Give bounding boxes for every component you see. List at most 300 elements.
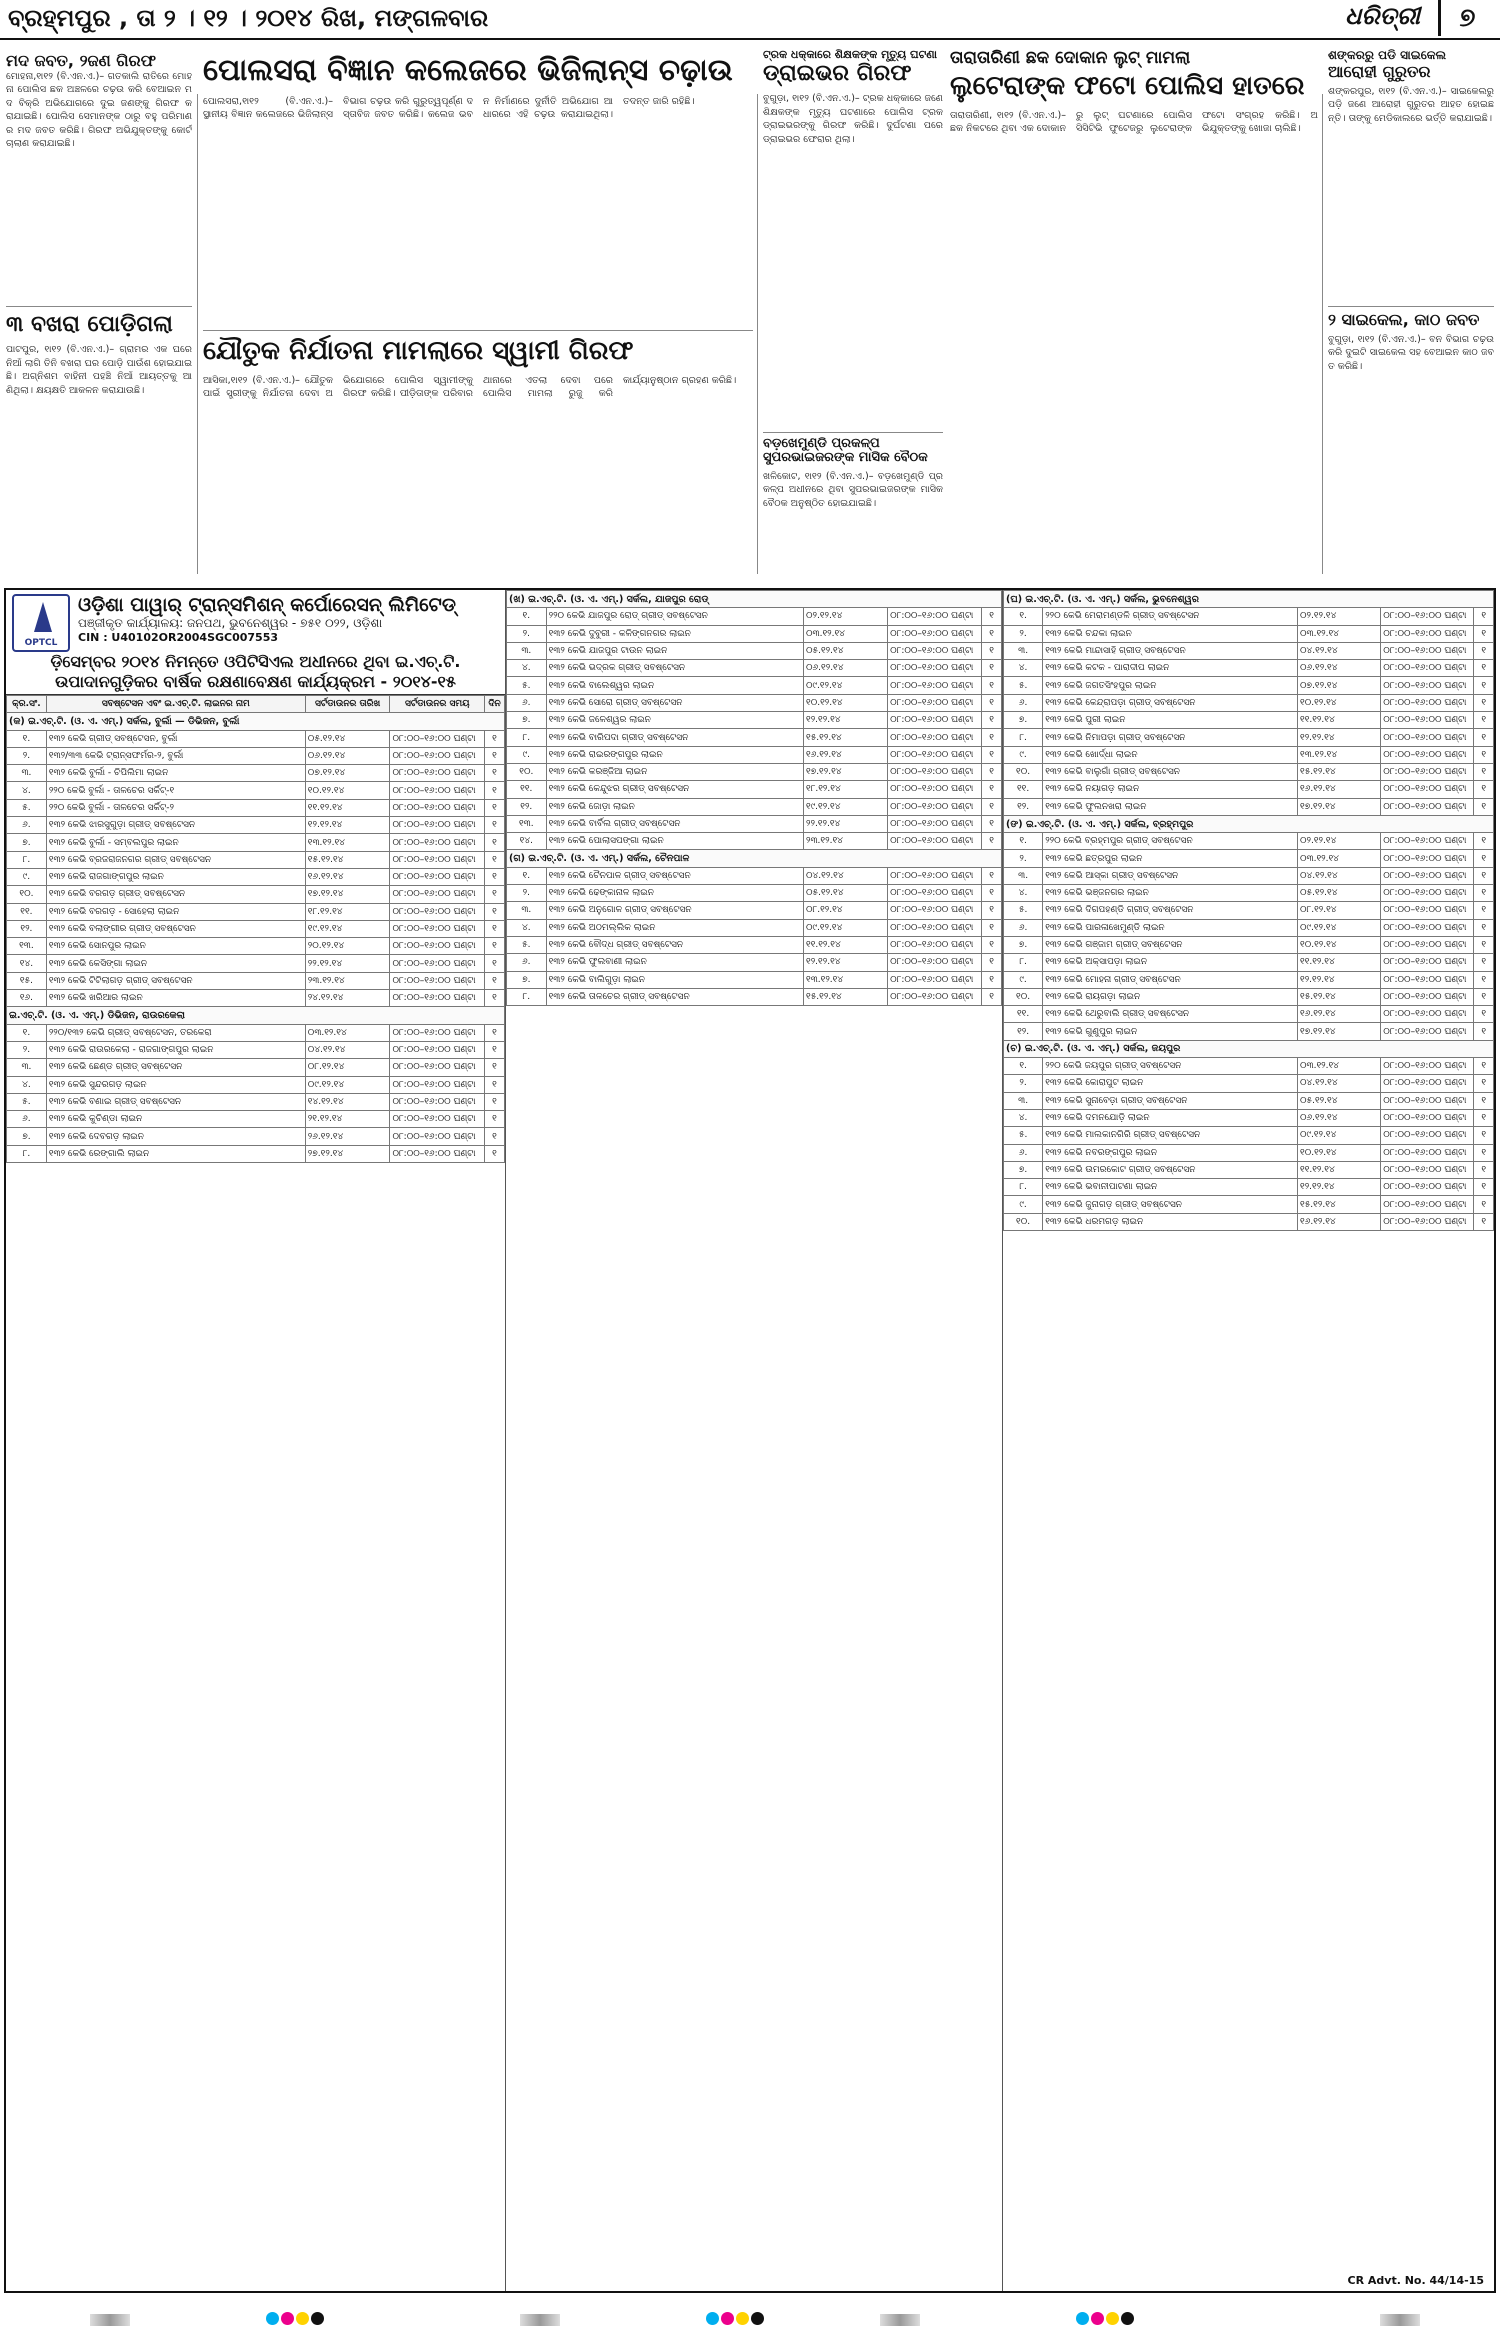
table-cell: ୦୬.୧୨.୧୪ [804,660,888,677]
table-cell: ୨. [1004,850,1043,867]
table-cell: ୦୮:୦୦–୧୬:୦୦ ଘଣ୍ଟା [888,729,982,746]
table-cell: ୦୮:୦୦–୧୬:୦୦ ଘଣ୍ଟା [1381,694,1474,711]
table-cell: ୦୮:୦୦–୧୬:୦୦ ଘଣ୍ଟା [888,885,982,902]
table-cell: ୧ [485,730,505,747]
table-cell: ୧ [485,1076,505,1093]
table-cell: ୧୩. [507,815,547,832]
article-headline: ମଦ ଜବତ, ୨ଜଣ ଗିରଫ [6,52,157,70]
table-cell: ୦୮:୦୦–୧୬:୦୦ ଘଣ୍ଟା [1381,1179,1474,1196]
table-cell: ୧୫. [7,972,47,989]
table-cell: ୧୩୨ କେଭି ବାଲେଶ୍ୱର ଲାଇନ [546,677,803,694]
table-cell: ୭. [507,971,547,988]
table-cell: ୦୮:୦୦–୧୬:୦୦ ଘଣ୍ଟା [390,972,485,989]
table-row [1004,902,1494,919]
table-cell: ୧ [982,608,1002,625]
table-cell: ୨୧.୧୨.୧୪ [305,1111,390,1128]
table-cell: ୦୬.୧୨.୧୪ [305,747,390,764]
table-cell: ୧୩.୧୨.୧୪ [305,834,390,851]
table-cell: ୧୩୨ କେଭି ଅନୁଗୋଳ ଗ୍ରୀଡ୍ ସବଷ୍ଟେସନ [546,902,803,919]
table-cell: ୦୮:୦୦–୧୬:୦୦ ଘଣ୍ଟା [390,765,485,782]
table-cell: ୦୫.୧୨.୧୪ [1298,1092,1381,1109]
table-cell: ୧ [1474,936,1494,953]
table-row [1004,694,1494,711]
table-row [1004,1075,1494,1092]
table-row [1004,1023,1494,1040]
table-cell: ୧୩୨ କେଭି ମାଲକାନଗିରି ଗ୍ରୀଡ୍ ସବଷ୍ଟେସନ [1043,1127,1298,1144]
table-cell: ୦୮:୦୦–୧୬:୦୦ ଘଣ୍ଟା [390,1076,485,1093]
table-row [1004,1092,1494,1109]
table-row [1004,1109,1494,1126]
table-cell: ୦୮:୦୦–୧୬:୦୦ ଘଣ୍ଟା [390,1145,485,1162]
table-cell: ୧୧. [1004,1006,1043,1023]
table-cell: ୧ [1474,712,1494,729]
table-cell: ୧. [1004,608,1043,625]
table-cell: ୭. [507,712,547,729]
article-cyclist-injured [1328,48,1494,298]
table-cell: ୧୯.୧୨.୧୪ [804,798,888,815]
table-row [507,936,1002,953]
table-cell: ୧୦. [1004,763,1043,780]
table-cell: ୦୪.୧୨.୧୪ [804,867,888,884]
table-cell: ୧୩୨ କେଭି କେନ୍ଦ୍ରାପଡ଼ା ଗ୍ରୀଡ୍ ସବଷ୍ଟେସନ [1043,694,1298,711]
table-cell: ୯. [1004,971,1043,988]
table-row [7,938,505,955]
table-header-cell: ସବଷ୍ଟେସନ ଏବଂ ଇ.ଏଚ୍.ଟି. ଲାଇନର ନାମ [46,696,305,713]
table-row [1004,885,1494,902]
table-cell: ୪. [507,660,547,677]
ad-column-2 [506,590,1003,2291]
article-headline: ୩ ବଖରା ପୋଡ଼ିଗଲା [6,312,173,337]
page-number: ୭ [1438,0,1494,36]
table-cell: ୦୮:୦୦–୧୬:୦୦ ଘଣ୍ଟା [888,642,982,659]
table-cell: ୦୮:୦୦–୧୬:୦୦ ଘଣ୍ଟା [1381,936,1474,953]
table-cell: ୦୮:୦୦–୧୬:୦୦ ଘଣ୍ଟା [888,694,982,711]
table-cell: ୨୨.୧୨.୧୪ [804,815,888,832]
table-cell: ୧୧. [7,903,47,920]
table-cell: ୩. [1004,1092,1043,1109]
news-section [0,44,1500,584]
table-cell: ୧୩୨ କେଭି ରେଙ୍ଗାଲି ଲାଇନ [46,1145,305,1162]
gray-bar [90,2314,130,2326]
table-cell: ୧୦.୧୨.୧୪ [305,782,390,799]
table-cell: (ଗ) ଇ.ଏଚ୍.ଟି. (ଓ. ଏ. ଏମ୍.) ସର୍କଲ, ଚୈନପାଳ [507,850,1002,867]
table-cell: ୨. [507,625,547,642]
table-cell: ୧ [1474,642,1494,659]
table-cell: ୧ [1474,867,1494,884]
table-cell: ୭. [1004,1161,1043,1178]
table-cell: ୧ [1474,885,1494,902]
table-cell: ୦୮:୦୦–୧୬:୦୦ ଘଣ୍ଟା [390,1059,485,1076]
table-cell: ୧୬.୧୨.୧୪ [1298,1006,1381,1023]
table-cell: ୨. [7,1041,47,1058]
table-cell: ୧ [485,1059,505,1076]
table-row [1004,642,1494,659]
table-cell: ୧୫.୧୨.୧୪ [1298,1196,1381,1213]
article-liquor-seized [6,52,192,292]
table-row [1004,1179,1494,1196]
table-cell: ୧ [485,886,505,903]
table-cell: ୧ [982,798,1002,815]
table-row [7,782,505,799]
table-row [507,798,1002,815]
table-cell: ୦୩.୧୨.୧୪ [1298,625,1381,642]
table-cell: ୦୮.୧୨.୧୪ [1298,902,1381,919]
table-cell: ୧ [1474,1023,1494,1040]
table-cell: ୦୮:୦୦–୧୬:୦୦ ଘଣ୍ଟା [1381,902,1474,919]
table-cell: ୧୩.୧୨.୧୪ [804,971,888,988]
table-cell: ୧ [1474,694,1494,711]
table-row [1004,729,1494,746]
table-cell: ୧ [982,763,1002,780]
table-cell: ୭. [7,1128,47,1145]
table-row [1004,625,1494,642]
table-cell: ୧୩୨ କେଭି ଭବାନୀପାଟଣା ଲାଇନ [1043,1179,1298,1196]
table-cell: ୧୩୨ କେଭି ଜୁନାଗଡ଼ ଗ୍ରୀଡ୍ ସବଷ୍ଟେସନ [1043,1196,1298,1213]
table-cell: ୨୨୦/୧୩୨ କେଭି ଗ୍ରୀଡ୍ ସବଷ୍ଟେସନ, ତରକେରା [46,1024,305,1041]
table-row [507,763,1002,780]
table-cell: ୧ [485,1128,505,1145]
table-cell: ୧୫.୧୨.୧୪ [305,851,390,868]
section-row [507,850,1002,867]
table-cell: ୧୩୨ କେଭି କୋରାପୁଟ ଲାଇନ [1043,1075,1298,1092]
table-cell: ୦୮:୦୦–୧୬:୦୦ ଘଣ୍ଟା [390,903,485,920]
table-cell: (ଖ) ଇ.ଏଚ୍.ଟି. (ଓ. ଏ. ଏମ୍.) ସର୍କଲ, ଯାଜପୁର ରୋଡ୍ [507,591,1002,608]
table-cell: ୦୫.୧୨.୧୪ [305,730,390,747]
table-row [1004,919,1494,936]
table-cell: ୧ [1474,1196,1494,1213]
table-cell: ୧ [982,642,1002,659]
table-cell: ୧୬.୧୨.୧୪ [804,746,888,763]
table-cell: ୦୮:୦୦–୧୬:୦୦ ଘଣ୍ଟା [390,799,485,816]
table-cell: ୨୨୦ କେଭି ବୁର୍ଲା - ତାଳଚେର ସର୍କିଟ୍-୨ [46,799,305,816]
table-cell: ୧. [7,730,47,747]
table-header-cell: ସର୍ଟଡାଉନର ତାରିଖ [305,696,390,713]
article-dowry-case [203,330,753,580]
table-cell: ୦୮:୦୦–୧୬:୦୦ ଘଣ୍ଟା [1381,919,1474,936]
table-cell: ୦୮:୦୦–୧୬:୦୦ ଘଣ୍ଟା [888,919,982,936]
table-cell: (ଙ) ଇ.ଏଚ୍.ଟି. (ଓ. ଏ. ଏମ୍.) ସର୍କଲ, ବ୍ରହ୍ମପୁର [1004,815,1494,832]
table-cell: ୧ [1474,1127,1494,1144]
table-cell: ୨. [1004,1075,1043,1092]
table-cell: ୧୧.୧୨.୧୪ [1298,1161,1381,1178]
table-cell: ୬. [1004,919,1043,936]
table-cell: ୧୩୨ କେଭି କେନ୍ଦୁଝର ଗ୍ରୀଡ୍ ସବଷ୍ଟେସନ [546,781,803,798]
table-cell: ୧୫.୧୨.୧୪ [804,729,888,746]
table-cell: ୧ [485,868,505,885]
table-row [7,1128,505,1145]
table-cell: ୬. [507,694,547,711]
table-cell: ୧ [1474,677,1494,694]
table-row [7,747,505,764]
table-cell: ୧୭.୧୨.୧୪ [1298,798,1381,815]
table-row [507,867,1002,884]
table-cell: ୧ [485,1093,505,1110]
article-body: ବୁଗୁଡ଼ା, ୧ା୧୨ (ବି.ଏନ.ଏ.)– ଟ୍ରକ ଧକ୍କାରେ ଜଣେ ଶିକ୍ଷକଙ୍କ ମୃତ୍ୟୁ ଘଟଣାରେ ପୋଲିସ ଟ୍ରକ ଡ୍ରାଇଭରଙ୍କୁ ଗିରଫ କରିଛି। ଦୁର୍ଘଟଣା ପରେ ଡ୍ରାଇଭର ଫେରାର ଥିଲା। [763,93,943,145]
table-cell: ୧ [1474,625,1494,642]
table-row [1004,971,1494,988]
table-cell: ୦୨.୧୨.୧୪ [1298,608,1381,625]
table-header-cell: କ୍ର.ସଂ. [7,696,47,713]
table-cell: ୦୮:୦୦–୧୬:୦୦ ଘଣ୍ଟା [1381,833,1474,850]
table-cell: ୧୦. [7,886,47,903]
table-cell: ୦୮:୦୦–୧୬:୦୦ ଘଣ୍ଟା [1381,1161,1474,1178]
table-row [7,1111,505,1128]
table-row [507,746,1002,763]
table-cell: ୧୩୨ କେଭି କରଞ୍ଜିଆ ଲାଇନ [546,763,803,780]
table-cell: ୦୮:୦୦–୧୬:୦୦ ଘଣ୍ଟା [1381,712,1474,729]
table-cell: ୦୮:୦୦–୧୬:୦୦ ଘଣ୍ଟା [390,938,485,955]
table-cell: ୧୩୨ କେଭି କେସିଙ୍ଗା ଲାଇନ [46,955,305,972]
table-row [7,765,505,782]
table-cell: ୧୩୨ କେଭି ଉମରକୋଟ ଗ୍ରୀଡ୍ ସବଷ୍ଟେସନ [1043,1161,1298,1178]
table-cell: ୦୮:୦୦–୧୬:୦୦ ଘଣ୍ଟା [390,868,485,885]
table-cell: ୦୮:୦୦–୧୬:୦୦ ଘଣ୍ଟା [390,1093,485,1110]
table-cell: ୧୩୨ କେଭି ବରଗଡ଼ - ସୋହେଲା ଲାଇନ [46,903,305,920]
table-cell: ୧ [982,954,1002,971]
table-cell: ୧ [485,938,505,955]
table-cell: ୦୮:୦୦–୧୬:୦୦ ଘଣ୍ଟା [390,730,485,747]
table-cell: ୧୮.୧୨.୧୪ [804,781,888,798]
table-cell: ୧୩୨ କେଭି ସୁନାବେଡ଼ା ଗ୍ରୀଡ୍ ସବଷ୍ଟେସନ [1043,1092,1298,1109]
table-row [507,919,1002,936]
table-cell: ୧ [1474,746,1494,763]
article-body: ମୋହନା,୧ା୧୨ (ବି.ଏନ.ଏ.)– ଗତକାଲି ରାତିରେ ମୋହନା ପୋଲିସ ଛକ ଅଞ୍ଚଳରେ ଚଢ଼ଉ କରି ବେଆଇନ ମଦ ବିକ୍ରି ଅଭିଯୋଗରେ ଦୁଇ ଜଣଙ୍କୁ ଗିରଫ କରାଯାଇଛି। ପୋଲିସ ସେମାନଙ୍କ ଠାରୁ ବହୁ ପରିମାଣର ମଦ ଜବତ କରିଛି। ଗିରଫ ଅଭିଯୁକ୍ତଙ୍କୁ କୋର୍ଟ ଚାଲାଣ କରାଯାଇଛି। [6,70,192,150]
table-cell: ୧୩୨ କେଭି ବାର୍ବିଲ ଗ୍ରୀଡ୍ ସବଷ୍ଟେସନ [546,815,803,832]
table-cell: ୨୨୦ କେଭି ଯାଜପୁର ରୋଡ୍ ଗ୍ରୀଡ୍ ସବଷ୍ଟେସନ [546,608,803,625]
table-cell: ୧୩୨ କେଭି ଭଞ୍ଜନଗର ଲାଇନ [1043,885,1298,902]
table-cell: ୧୩୨ କେଭି ରାଇରଙ୍ଗପୁର ଲାଇନ [546,746,803,763]
table-cell: ୨୨୦ କେଭି ବୁର୍ଲା - ତାଳଚେର ସର୍କିଟ୍-୧ [46,782,305,799]
table-cell: ୦୬.୧୨.୧୪ [1298,660,1381,677]
table-cell: ୨୦.୧୨.୧୪ [305,938,390,955]
table-row [7,1093,505,1110]
table-cell: ୧୩୨ କେଭି ବୁର୍ଲା - ଚିପିଲିମା ଲାଇନ [46,765,305,782]
table-cell: ୧ [485,1145,505,1162]
table-row [1004,1213,1494,1230]
article-kicker: ଟ୍ରକ ଧକ୍କାରେ ଶିକ୍ଷକଙ୍କ ମୃତ୍ୟୁ ଘଟଣା [763,48,938,61]
table-cell: ୧. [1004,833,1043,850]
table-cell: ୦୮:୦୦–୧୬:୦୦ ଘଣ୍ଟା [888,971,982,988]
table-row [1004,833,1494,850]
table-cell: ୧୩୨ କେଭି ଧରମଗଡ଼ ଲାଇନ [1043,1213,1298,1230]
table-cell: ୫. [7,1093,47,1110]
table-cell: ୧ [982,677,1002,694]
section-row [507,591,1002,608]
table-cell: ୧ [1474,1092,1494,1109]
table-header-cell: ସର୍ଟଡାଉନର ସମୟ [390,696,485,713]
table-cell: ୧୩୨ କେଭି ପାରଳାଖେମୁଣ୍ଡି ଲାଇନ [1043,919,1298,936]
table-cell: ୦୮:୦୦–୧୬:୦୦ ଘଣ୍ଟା [390,1128,485,1145]
table-cell: ୬. [7,817,47,834]
table-cell: ୧୪. [7,955,47,972]
table-cell: ୧୩୨ କେଭି ମାନ୍ଦାସାହି ଗ୍ରୀଡ୍ ସବଷ୍ଟେସନ [1043,642,1298,659]
table-cell: ୧ [1474,763,1494,780]
optcl-logo [12,594,70,652]
table-cell: ୯. [507,746,547,763]
table-cell: ୨୭.୧୨.୧୪ [305,1145,390,1162]
table-cell: ୦୮:୦୦–୧୬:୦୦ ଘଣ୍ଟା [1381,763,1474,780]
table-cell: ୮. [7,1145,47,1162]
table-cell: ୫. [507,936,547,953]
table-cell: ୯. [1004,746,1043,763]
table-cell: ୧୩୨ କେଭି ସୋରୋ ଗ୍ରୀଡ୍ ସବଷ୍ଟେସନ [546,694,803,711]
table-cell: ୧୩୨ କେଭି ବଲାଙ୍ଗୀର ଗ୍ରୀଡ୍ ସବଷ୍ଟେସନ [46,920,305,937]
section-row [7,713,505,730]
table-cell: ୧୧. [507,781,547,798]
table-cell: ୧ [485,799,505,816]
table-cell: ୧୩୨ କେଭି ଯାଜପୁର ଟାଉନ ଲାଇନ [546,642,803,659]
table-cell: ୧୩୨ କେଭି ପୁରୀ ଲାଇନ [1043,712,1298,729]
table-cell: ୧୩୨ କେଭି ଫୁଲନଖରା ଲାଇନ [1043,798,1298,815]
table-cell: ୦୮:୦୦–୧୬:୦୦ ଘଣ୍ଟା [888,902,982,919]
color-dot-yellow [296,2312,309,2325]
table-cell: ୧ [1474,1058,1494,1075]
table-cell: ୦୮:୦୦–୧୬:୦୦ ଘଣ୍ଟା [888,867,982,884]
table-cell: ୧୩୨ କେଭି ନିମାପଡ଼ା ଗ୍ରୀଡ୍ ସବଷ୍ଟେସନ [1043,729,1298,746]
table-cell: ୦୩.୧୨.୧୪ [1298,1058,1381,1075]
table-cell: ୧ [485,765,505,782]
table-row [1004,1058,1494,1075]
table-cell: ୧୭.୧୨.୧୪ [305,886,390,903]
table-cell: ୦୮:୦୦–୧୬:୦୦ ଘଣ୍ଟା [888,746,982,763]
table-cell: ୦୮:୦୦–୧୬:୦୦ ଘଣ୍ଟା [888,798,982,815]
table-cell: ୧୩୨ କେଭି ଖୋର୍ଦ୍ଧା ଲାଇନ [1043,746,1298,763]
table-cell: ୧୨. [1004,798,1043,815]
table-cell: ୧ [485,1111,505,1128]
table-cell: ୦୮:୦୦–୧୬:୦୦ ଘଣ୍ଟା [1381,885,1474,902]
table-header-row [7,696,505,713]
table-cell: ୧୩୨ କେଭି ବୁର୍ଲା - ସମ୍ବଲପୁର ଲାଇନ [46,834,305,851]
table-cell: ୩. [507,902,547,919]
table-cell: ୦୯.୧୨.୧୪ [804,677,888,694]
table-cell: ୧୬.୧୨.୧୪ [1298,781,1381,798]
table-cell: ୧୩୨ କେଭି ଭଦ୍ରକ ଗ୍ରୀଡ୍ ସବଷ୍ଟେସନ [546,660,803,677]
table-cell: ୪. [507,919,547,936]
table-cell: ୪. [7,782,47,799]
table-cell: ୧୩୨ କେଭି ତାଳଚେର ଗ୍ରୀଡ୍ ସବଷ୍ଟେସନ [546,988,803,1005]
table-cell: ୧୦. [1004,988,1043,1005]
table-cell: ୨. [1004,625,1043,642]
table-cell: ୦୫.୧୨.୧୪ [804,642,888,659]
table-row [507,694,1002,711]
table-cell: ୦୮:୦୦–୧୬:୦୦ ଘଣ୍ଟା [1381,1196,1474,1213]
table-cell: ୦୮:୦୦–୧୬:୦୦ ଘଣ୍ଟା [1381,988,1474,1005]
article-headline: ବଡ଼ଖେମୁଣ୍ଡି ପ୍ରକଳ୍ପ ସୁପରଭାଇଜରଙ୍କ ମାସିକ ବୈଠକ [763,436,928,466]
table-cell: ୧୨.୧୨.୧୪ [1298,1179,1381,1196]
article-vigilance-raid [203,54,753,304]
table-cell: ୧ [485,851,505,868]
table-cell: ୧୧. [1004,781,1043,798]
table-row [1004,608,1494,625]
table-cell: ୧୨. [507,798,547,815]
table-row [1004,1196,1494,1213]
table-cell: ୧ [1474,798,1494,815]
table-cell: ୧୩୨ କେଭି ବଣାଇ ଗ୍ରୀଡ୍ ସବଷ୍ଟେସନ [46,1093,305,1110]
table-cell: ୧୩୨ କେଭି କୁଚିଣ୍ଡା ଲାଇନ [46,1111,305,1128]
table-row [1004,781,1494,798]
table-row [7,903,505,920]
table-row [507,608,1002,625]
table-cell: ୫. [507,677,547,694]
table-row [1004,660,1494,677]
table-cell: ୦୮:୦୦–୧୬:୦୦ ଘଣ୍ଟା [1381,850,1474,867]
gray-bar [1380,2314,1420,2326]
table-cell: ୦୮:୦୦–୧୬:୦୦ ଘଣ୍ଟା [390,1041,485,1058]
table-cell: ୧ [982,919,1002,936]
color-dot-black [1121,2312,1134,2325]
color-dot-yellow [736,2312,749,2325]
table-cell: ୫. [1004,677,1043,694]
table-cell: ୦୯.୧୨.୧୪ [1298,919,1381,936]
table-cell: ୧୩୨ କେଭି ରାଜଗାଙ୍ଗପୁର ଲାଇନ [46,868,305,885]
table-row [7,955,505,972]
table-cell: ୦୮:୦୦–୧୬:୦୦ ଘଣ୍ଟା [888,815,982,832]
table-cell: ୧ [982,712,1002,729]
table-row [7,1059,505,1076]
table-cell: ୧୨.୧୨.୧୪ [305,817,390,834]
table-cell: ୦୮:୦୦–୧୬:୦୦ ଘଣ୍ଟା [390,851,485,868]
table-cell: ୧. [7,1024,47,1041]
table-cell: ୪. [1004,1109,1043,1126]
table-cell: ୦୮:୦୦–୧୬:୦୦ ଘଣ୍ଟା [1381,746,1474,763]
table-cell: ୩. [1004,867,1043,884]
table-row [1004,1161,1494,1178]
table-cell: ୦୭.୧୨.୧୪ [1298,677,1381,694]
table-cell: ୯. [1004,1196,1043,1213]
table-cell: ୦୪.୧୨.୧୪ [1298,642,1381,659]
table-cell: ୦୪.୧୨.୧୪ [1298,1075,1381,1092]
table-cell: ୧୦.୧୨.୧୪ [804,694,888,711]
table-row [7,834,505,851]
table-cell: ୭. [1004,712,1043,729]
table-cell: ୧ [485,817,505,834]
table-cell: ୧୩୨ କେଭି ଗ୍ରୀଡ୍ ସବଷ୍ଟେସନ, ବୁର୍ଲା [46,730,305,747]
schedule-table [6,695,505,1163]
table-cell: ୧ [1474,1213,1494,1230]
table-cell: ୦୫.୧୨.୧୪ [804,885,888,902]
gray-bar [880,2314,920,2326]
table-cell: ୧୩୨ କେଭି ନବରଙ୍ଗପୁର ଲାଇନ [1043,1144,1298,1161]
table-cell: ୧୬.୧୨.୧୪ [1298,1213,1381,1230]
table-header-cell: ଦିନ [485,696,505,713]
article-body: ତାରାତାରିଣୀ, ୧ା୧୨ (ବି.ଏନ.ଏ.)– ଛକ ନିକଟରେ ଥିବା ଏକ ଦୋକାନରୁ ଲୁଟ୍ ଘଟଣାରେ ପୋଲିସ ସିସିଟିଭି ଫୁଟେଜରୁ ଲୁଟେରାଙ୍କ ଫଟୋ ସଂଗ୍ରହ କରିଛି। ଅଭିଯୁକ୍ତଙ୍କୁ ଖୋଜା ଚାଲିଛି। [950,109,1318,135]
table-cell: ୧୩୨ କେଭି କଟକ - ପାରାଦୀପ ଲାଇନ [1043,660,1298,677]
table-row [7,817,505,834]
table-cell: ୧୭.୧୨.୧୪ [804,763,888,780]
table-cell: ୦୫.୧୨.୧୪ [1298,885,1381,902]
table-row [1004,763,1494,780]
table-cell: ୧୩୨ କେଭି ଜଗତସିଂହପୁର ଲାଇନ [1043,677,1298,694]
table-row [1004,850,1494,867]
table-cell: ୦୮:୦୦–୧୬:୦୦ ଘଣ୍ଟା [390,817,485,834]
table-cell: ୧୧.୧୨.୧୪ [1298,954,1381,971]
company-name: ଓଡ଼ିଶା ପାୱାର୍ ଟ୍ରାନ୍ସମିଶନ୍ କର୍ପୋରେସନ୍ ଲିମିଟେଡ୍ [78,594,456,616]
table-cell: ୦୮:୦୦–୧୬:୦୦ ଘଣ୍ଟା [888,625,982,642]
table-cell: ୧୯.୧୨.୧୪ [305,920,390,937]
table-cell: ୧୩୨ କେଭି ବୌଦ୍ଧ ଗ୍ରୀଡ୍ ସବଷ୍ଟେସନ [546,936,803,953]
table-cell: ୧୩୨ କେଭି ଫୁଲବାଣୀ ଲାଇନ [546,954,803,971]
table-cell: ୦୯.୧୨.୧୪ [305,1076,390,1093]
table-cell: ୩. [7,1059,47,1076]
article-kicker: ଶଙ୍କରରୁ ପଡି ସାଇକେଲ [1328,48,1447,62]
table-cell: ୩. [7,765,47,782]
table-cell: ୧୩୨ କେଭି ଆସ୍କା ଗ୍ରୀଡ୍ ସବଷ୍ଟେସନ [1043,867,1298,884]
table-cell: ୧୩୨ କେଭି ଗଞ୍ଜାମ ଗ୍ରୀଡ୍ ସବଷ୍ଟେସନ [1043,936,1298,953]
table-cell: ୦୬.୧୨.୧୪ [1298,1109,1381,1126]
table-cell: ୧୩୨ କେଭି ସୁନ୍ଦରଗଡ଼ ଲାଇନ [46,1076,305,1093]
table-cell: ୮. [507,988,547,1005]
table-cell: ୧ [1474,833,1494,850]
